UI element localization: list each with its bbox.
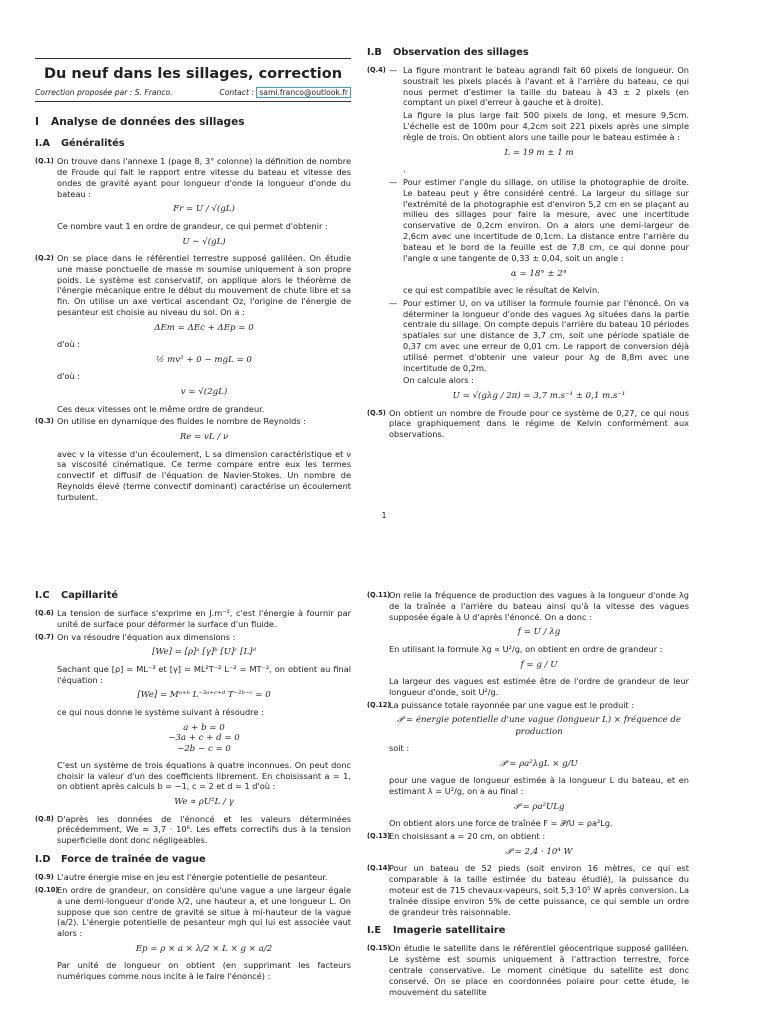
question-label: (Q.5) — [367, 408, 386, 417]
bullet — [389, 177, 689, 264]
question-label: (Q.3) — [35, 417, 54, 426]
contact-label: Contact : — [219, 88, 254, 98]
question-text: Pour un bateau de 52 pieds (soit environ 16 mètres, ce qui est comparable à la taille estimée du bateau étudié), la puissance du moteur est de 715 chevaux-vapeurs, soit 5,3·10⁵ W après conversion. La traînée dissipe environ 5% de cette puissance, ce qui semble un ordre de grandeur très raisonnable. — [389, 863, 689, 917]
subsection-heading — [35, 854, 351, 867]
page2-left-column — [35, 590, 351, 984]
subsection-heading — [35, 138, 351, 151]
subsection-title: Imagerie satellitaire — [393, 925, 506, 937]
subsection-title: Généralités — [61, 138, 125, 150]
question-text: La puissance totale rayonnée par une vague est le produit : — [389, 699, 635, 710]
question-q2 — [35, 253, 351, 318]
question-label: (Q.10) — [35, 885, 59, 894]
paragraph: ce qui est compatible avec le résultat de Kelvin. — [403, 284, 600, 295]
paragraph: ce qui nous donne le système suivant à résoudre : — [57, 706, 264, 717]
equation: U ∼ √(gL) — [182, 236, 226, 247]
question-q3 — [35, 416, 351, 427]
bullet-dash: — — [389, 176, 398, 187]
paragraph: avec v la vitesse d'un écoulement, L sa dimension caractéristique et ν sa viscosité cinématique. Ce terme compare entre eux les termes convectif et diffusif de l'équation de Navier-Stokes. Un nombre de Reynolds élevé (terme convectif dominant) caractérise un écoulement turbulent. — [57, 448, 351, 502]
paragraph: On calcule alors : — [403, 375, 474, 386]
question-label: (Q.8) — [35, 814, 54, 823]
paragraph: d'où : — [57, 371, 81, 382]
equation: 𝒫 = énergie potentielle d'une vague (longueur L) × fréquence de production — [397, 715, 681, 737]
paragraph: Ces deux vitesses ont le même ordre de grandeur. — [57, 403, 265, 414]
author-line — [35, 88, 351, 98]
subsection-heading — [367, 47, 689, 60]
question-q7 — [35, 632, 351, 643]
question-label: (Q.9) — [35, 873, 54, 882]
equation: [We] = [ρ]ᵃ [γ]ᵇ [U]ᶜ [L]ᵈ — [152, 647, 256, 658]
question-label: (Q.11) — [367, 591, 391, 599]
paragraph: La figure la plus large fait 500 pixels de long, et mesure 9,5cm. L'échelle est de 100m pour 4,2cm soit 221 pixels après une simple règle de trois. On obtient alors une taille pour le bateau estimée à : — [403, 110, 689, 142]
question-label: (Q.7) — [35, 632, 54, 641]
question-text: On trouve dans l'annexe 1 (page 8, 3° colonne) la définition de nombre de Froude qui fait le rapport entre vitesse du bateau et vitesse des ondes de gravité ayant pour longueur d'onde la longueur d'onde du bateau : — [57, 156, 351, 199]
paragraph: Ce nombre vaut 1 en ordre de grandeur, ce qui permet d'obtenir : — [57, 220, 328, 231]
page2-right-column — [367, 590, 689, 1000]
paragraph: En utilisant la formule λg ∝ U²/g, on obtient en ordre de grandeur : — [389, 643, 663, 654]
question-text: On relie la fréquence de production des vagues à la longueur d'onde λg de la traînée a l'arrière du bateau ainsi qu'à la vitesse des vagues supposée égale à U d'après l'énoncé. On a donc : — [389, 590, 689, 622]
system-line: −2b − c = 0 — [177, 744, 231, 755]
equation: L = 19 m ± 1 m — [504, 147, 574, 158]
system-line: a + b = 0 — [183, 722, 225, 733]
bullet — [389, 65, 689, 108]
equation: [We] = Mᵃ⁺ᵇ L⁻³ᵃ⁺ᶜ⁺ᵈ T⁻²ᵇ⁻ᶜ = 0 — [137, 690, 271, 701]
equation: Ep = ρ × a × λ/2 × L × g × a/2 — [135, 943, 273, 954]
subsection-number: I.B — [367, 47, 382, 58]
section-title: Analyse de données des sillages — [51, 116, 245, 129]
subsection-heading — [367, 925, 689, 938]
bullet-dash: — — [389, 297, 398, 308]
question-q9 — [35, 872, 351, 883]
question-text: D'après les données de l'énoncé et les valeurs déterminées précédemment, We ≃ 3,7 · 10⁶. Les effets correctifs dus à la tension superficielle dont donc négligeables. — [57, 813, 351, 846]
equation: α = 18° ± 2° — [510, 268, 568, 279]
question-text: En ordre de grandeur, on considère qu'une vague a une largeur égale a une demi-longueur d'onde λ/2, une hauteur a, et une longueur L. On suppose que son centre de gravité se situe à mi-hauteur de la vague (a/2). L'énergie potentielle de pesanteur mgh qui lui est associée vaut alors : — [57, 884, 351, 939]
paragraph: On obtient alors une force de traînée F = 𝒫/U = ρa²Lg. — [389, 818, 613, 829]
question-text: On se place dans le référentiel terrestre supposé galiléen. On étudie une masse ponctuelle de masse m soumise uniquement à son propre poids. Le système est conservatif, on applique alors le théorème de l'énergie mécanique entre le début du mouvement de chute libre et sa fin. On utilise un axe vertical ascendant Oz, l'origine de l'énergie de pesanteur est choisie au niveau du sol. On a : — [57, 252, 351, 317]
stray-dot: . — [403, 164, 406, 175]
author: Correction proposée par : S. Franco. — [35, 88, 173, 98]
paragraph: La largeur des vagues est estimée être de l'ordre de grandeur de leur longueur d'onde, soit U²/g. — [389, 676, 689, 697]
equation: v = √(2gL) — [180, 387, 228, 398]
paragraph: Par unité de longueur on obtient (en supprimant les facteurs numériques comme nous incite à le faire l'énoncé) : — [57, 960, 351, 982]
title-rule — [35, 58, 351, 59]
bullet-text: La figure montrant le bateau agrandi fait 60 pixels de longueur. On soustrait les pixels placés à l'avant et à l'arrière du bateau, ce qui nous permet d'estimer la taille du bateau à 43 ± 2 pixels (en comptant un pixel d'erreur à gauche et à droite). — [403, 64, 689, 108]
bullet-text: Pour estimer U, on va utiliser la formule fournie par l'énoncé. On va déterminer la longueur d'onde des vagues λg situées dans la partie centrale du sillage. On compte depuis l'arrière du bateau 10 périodes spatiales sur une distance de 3,7 cm, soit une période spatiale de 0,37 cm avec une erreur de 0,01 cm. Le rapport de conversion déjà utilisé permet d'obtenir une valeur pour λg de 8,8m avec une incertitude de 0,2m. — [403, 297, 689, 373]
question-label: (Q.2) — [35, 253, 54, 262]
equation: 𝒫 = 2,4 · 10⁴ W — [505, 847, 573, 857]
paragraph: pour une vague de longueur estimée à la longueur L du bateau, et en estimant λ = U²/g, on a au final : — [389, 775, 689, 797]
subsection-number: I.C — [35, 590, 50, 601]
bullet-text: Pour estimer l'angle du sillage, on utilise la photographie de droite. Le bateau peut y être considéré centré. La largeur du sillage sur l'extrémité de la photographie est d'environ 5,2 cm en se plaçant au milieu des sillages pour faire la mesure, avec une incertitude conservative de 0,2cm environ. On a alors une demi-largeur de 2,6cm avec une incertitude de 0,1cm. La distance entre l'arrière du bateau et le bord de la feuille est de 7,8 cm, ce qui donne pour l'angle α une tangente de 0,33 ± 0,04, soit un angle : — [403, 176, 689, 263]
page1-right-column — [367, 47, 689, 442]
title-rule-bottom — [35, 101, 351, 102]
question-label: (Q.6) — [35, 608, 54, 617]
question-label: (Q.1) — [35, 157, 54, 166]
contact-email[interactable]: sami.franco@outlook.fr — [256, 87, 351, 98]
question-label: (Q.14) — [367, 864, 391, 873]
page1-left-column — [35, 58, 351, 505]
equation: 𝒫 = ρa²λgL × g/U — [500, 759, 578, 769]
equation: f = g / U — [520, 659, 558, 670]
equation: 𝒫 = ρa²ULg — [513, 802, 565, 812]
equation: f = U / λg — [517, 627, 561, 638]
question-label: (Q.4) — [367, 65, 386, 74]
equation-system — [57, 723, 351, 755]
paragraph: Sachant que [ρ] = ML⁻³ et [γ] = ML²T⁻² L⁻² = MT⁻², on obtient au final l'équation : — [57, 663, 351, 685]
subsection-number: I.A — [35, 138, 50, 150]
question-label: (Q.15) — [367, 944, 391, 953]
question-label: (Q.13) — [367, 832, 391, 841]
question-q10 — [35, 885, 351, 939]
equation: ΔEm = ΔEc + ΔEp = 0 — [154, 322, 254, 333]
subsection-number: I.D — [35, 854, 51, 866]
question-label: (Q.12) — [367, 700, 391, 709]
question-q5 — [367, 408, 689, 440]
bullet — [389, 298, 689, 374]
bullet-dash: — — [389, 64, 398, 75]
question-q12 — [367, 700, 689, 711]
question-q15 — [367, 943, 689, 997]
question-text: On étudie le satellite dans le référentiel géocentrique supposé galiléen. Le système est soumis uniquement à l'attraction terrestre, force centrale conservative. Le moment cinétique du satellite est donc conservé. On se place en coordonnées polaire pour cette étude, le mouvement du satellite — [389, 943, 689, 997]
page-number: 1 — [381, 511, 387, 520]
question-q14 — [367, 863, 689, 917]
question-text: On utilise en dynamique des fluides le nombre de Reynolds : — [57, 416, 306, 427]
equation: Re = vL / ν — [179, 432, 229, 443]
subsection-number: I.E — [367, 925, 382, 937]
question-text: En choisissant a = 20 cm, on obtient : — [389, 831, 546, 842]
subsection-title: Capillarité — [61, 590, 119, 601]
equation: Fr = U / √(gL) — [173, 204, 235, 215]
question-text: On va résoudre l'équation aux dimensions : — [57, 631, 236, 642]
equation: ½ mv² + 0 − mgL = 0 — [156, 355, 252, 365]
question-text: La tension de surface s'exprime en J.m⁻², c'est l'énergie à fournir par unité de surface pour déformer la surface d'un fluide. — [57, 607, 351, 629]
question-q1 — [35, 156, 351, 199]
section-heading — [35, 116, 351, 130]
paragraph: d'où : — [57, 339, 81, 350]
question-q8 — [35, 814, 351, 846]
section-number: I — [35, 116, 39, 129]
document-title: Du neuf dans les sillages, correction — [43, 66, 343, 82]
question-q13 — [367, 831, 689, 842]
question-body — [389, 65, 689, 108]
system-line: −3a + c + d = 0 — [168, 733, 240, 744]
subsection-title: Observation des sillages — [393, 47, 529, 58]
subsection-title: Force de traînée de vague — [61, 854, 206, 866]
question-text: On obtient un nombre de Froude pour ce système de 0,27, ce qui nous place graphiquement dans le régime de Kelvin conformément aux observations. — [389, 407, 689, 440]
equation: U = √(gλg / 2π) = 3,7 m.s⁻¹ ± 0,1 m.s⁻¹ — [452, 391, 626, 402]
paragraph: soit : — [389, 743, 410, 754]
equation: We ∝ ρU²L / γ — [174, 797, 234, 808]
subsection-heading — [35, 590, 351, 603]
question-q4 — [367, 65, 689, 108]
question-q6 — [35, 608, 351, 630]
question-q11 — [367, 590, 689, 622]
paragraph: C'est un système de trois équations à quatre inconnues. On peut donc choisir la valeur d'un des coefficients librement. En choisissant a = 1, on obtient après calculs b = −1, c = 2 et d = 1 d'où : — [57, 759, 351, 792]
question-text: L'autre énergie mise en jeu est l'énergie potentielle de pesanteur. — [57, 872, 328, 883]
contact — [219, 88, 351, 98]
